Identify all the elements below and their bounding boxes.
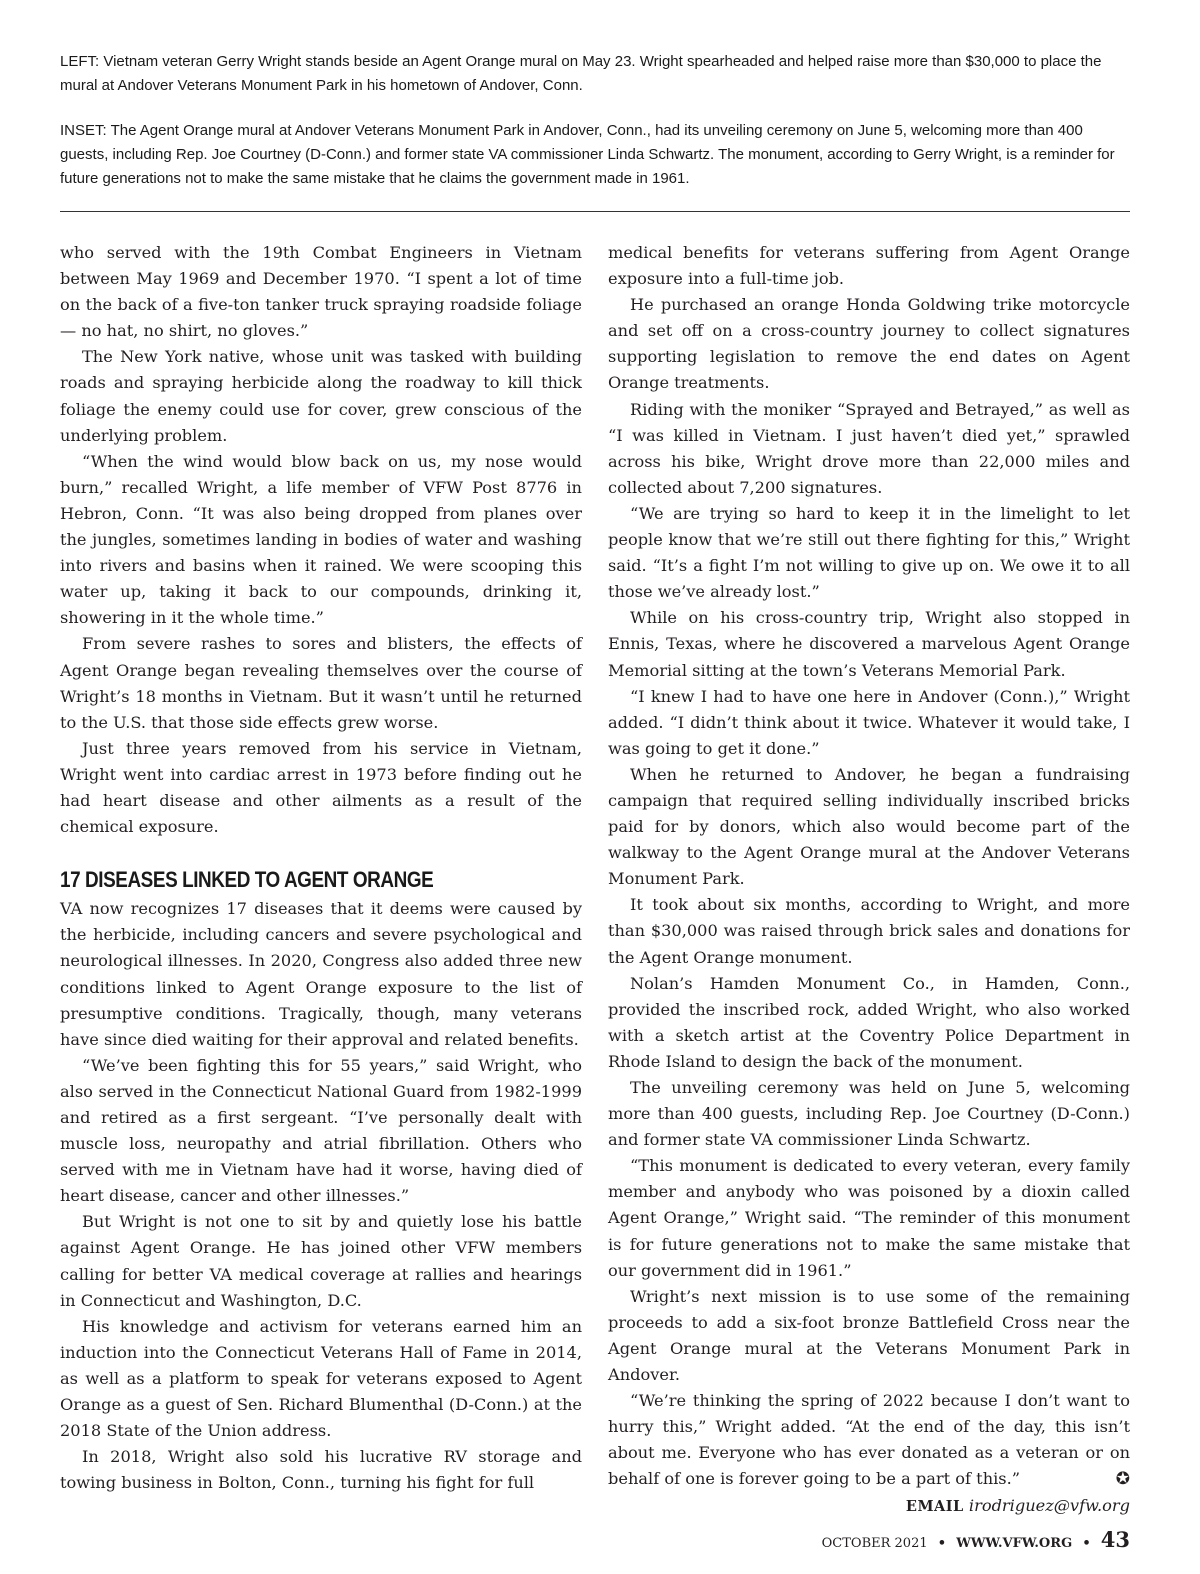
paragraph: While on his cross-country trip, Wright also stopped in Ennis, Texas, where he discovered a marvelous Agent Orange Memorial sitting at the town’s Veterans Memorial Park. — [608, 608, 1130, 680]
paragraph: From severe rashes to sores and blisters, the effects of Agent Orange began revealing themselves over the course of Wright’s 18 months in Vietnam. But it wasn’t until he returned to the U.S. that those side effects grew worse. — [60, 634, 582, 732]
page-footer — [822, 1527, 1130, 1552]
paragraph: Riding with the moniker “Sprayed and Betrayed,” as well as “I was killed in Vietnam. I just haven’t died yet,” sprawled across his bike, Wright drove more than 22,000 miles and collected about 7,200 signatures. — [608, 399, 1130, 497]
section-subhead: 17 DISEASES LINKED TO AGENT ORANGE — [60, 867, 434, 893]
paragraph: In 2018, Wright also sold his lucrative RV storage and towing business in Bolton, Conn., turning his fight for full — [60, 1447, 582, 1493]
paragraph: medical benefits for veterans suffering from Agent Orange exposure into a full-time job. — [608, 243, 1130, 289]
article-column-right — [608, 240, 1130, 1520]
paragraph: He purchased an orange Honda Goldwing trike motorcycle and set off on a cross-country journey to collect signatures supporting legislation to remove the end dates on Agent Orange treatments. — [608, 295, 1130, 393]
paragraph: “We’ve been fighting this for 55 years,” said Wright, who also served in the Connecticut National Guard from 1982-1999 and retired as a first sergeant. “I’ve personally dealt with muscle loss, neuropathy and atrial fibrillation. Others who served with me in Vietnam have had it worse, having died of heart disease, cancer and other illnesses.” — [60, 1055, 582, 1206]
last-paragraph-text: “We’re thinking the spring of 2022 because I don’t want to hurry this,” Wright added. “At the end of the day, this isn’t about me. Everyone who has ever donated as a veteran or on behalf of one is forever going to be a part of this.” — [608, 1391, 1130, 1489]
paragraph: “When the wind would blow back on us, my nose would burn,” recalled Wright, a life member of VFW Post 8776 in Hebron, Conn. “It was also being dropped from planes over the jungles, sometimes landing in bodies of water and washing into rivers and basins when it rained. We were scooping this water up, taking it back to our compounds, drinking it, showering in it the whole time.” — [60, 451, 582, 628]
caption-left: LEFT: Vietnam veteran Gerry Wright stands beside an Agent Orange mural on May 23. Wright spearheaded and helped raise more than $30,000 to place the mural at Andover Veterans Monument Park in his hometown of Andover, Conn. — [60, 53, 1102, 94]
paragraph: It took about six months, according to Wright, and more than $30,000 was raised through brick sales and donations for the Agent Orange monument. — [608, 895, 1130, 967]
caption-inset: INSET: The Agent Orange mural at Andover Veterans Monument Park in Andover, Conn., had its unveiling ceremony on June 5, welcoming more than 400 guests, including Rep. Joe Courtney (D-Conn.) and former state VA commissioner Linda Schwartz. The monument, according to Gerry Wright, is a reminder for future generations not to make the same mistake that he claims the government made in 1961. — [60, 122, 1115, 187]
paragraph: The New York native, whose unit was tasked with building roads and spraying herbicide along the roadway to kill thick foliage the enemy could use for cover, grew conscious of the underlying problem. — [60, 347, 582, 445]
paragraph: “This monument is dedicated to every veteran, every family member and anybody who was poisoned by a dioxin called Agent Orange,” Wright said. “The reminder of this monument is for future generations not to make the same mistake that our government did in 1961.” — [608, 1156, 1130, 1280]
end-mark-icon: ✪ — [1115, 1469, 1130, 1490]
footer-separator: • — [1082, 1536, 1091, 1551]
paragraph-last — [608, 1388, 1130, 1492]
paragraph: Just three years removed from his service in Vietnam, Wright went into cardiac arrest in 1973 before finding out he had heart disease and other ailments as a result of the chemical exposure. — [60, 738, 582, 837]
issue-date: OCTOBER 2021 — [821, 1536, 928, 1551]
paragraph: Nolan’s Hamden Monument Co., in Hamden, Conn., provided the inscribed rock, added Wright, who also worked with a sketch artist at the Coventry Police Department in Rhode Island to design the back of the monument. — [608, 973, 1130, 1071]
paragraph: The unveiling ceremony was held on June 5, welcoming more than 400 guests, including Rep. Joe Courtney (D-Conn.) and former state VA commissioner Linda Schwartz. — [608, 1078, 1130, 1150]
paragraph: VA now recognizes 17 diseases that it deems were caused by the herbicide, including cancers and severe psychological and neurological illnesses. In 2020, Congress also added three new conditions linked to Agent Orange exposure to the list of presumptive conditions. Tragically, though, many veterans have since died waiting for their approval and related benefits. — [60, 899, 582, 1049]
email-label: EMAIL — [905, 1497, 964, 1515]
paragraph: who served with the 19th Combat Engineers in Vietnam between May 1969 and December 1970. “I spent a lot of time on the back of a five-ton tanker truck spraying roadside foliage — no hat, no shirt, no gloves.” — [60, 243, 582, 341]
footer-separator: • — [937, 1536, 947, 1551]
author-email — [608, 1493, 1130, 1520]
paragraph: When he returned to Andover, he began a fundraising campaign that required selling individually inscribed bricks paid for by donors, which also would become part of the walkway to the Agent Orange mural at the Andover Veterans Monument Park. — [608, 764, 1130, 889]
caption-divider — [60, 211, 1130, 212]
paragraph: “We are trying so hard to keep it in the limelight to let people know that we’re still out there fighting for this,” Wright said. “It’s a fight I’m not willing to give up on. We owe it to all those we’ve already lost.” — [608, 503, 1130, 602]
page-number: 43 — [1100, 1527, 1130, 1552]
photo-captions — [60, 50, 1130, 212]
email-link[interactable]: irodriguez@vfw.org — [968, 1495, 1130, 1515]
paragraph: His knowledge and activism for veterans earned him an induction into the Connecticut Veterans Hall of Fame in 2014, as well as a platform to speak for veterans exposed to Agent Orange as a guest of Sen. Richard Blumenthal (D-Conn.) at the 2018 State of the Union address. — [60, 1316, 582, 1441]
website-link[interactable]: WWW.VFW.ORG — [956, 1536, 1073, 1551]
article-column-left — [60, 240, 582, 1496]
paragraph: Wright’s next mission is to use some of the remaining proceeds to add a six-foot bronze Battlefield Cross near the Agent Orange mural at the Veterans Monument Park in Andover. — [608, 1286, 1130, 1385]
paragraph: “I knew I had to have one here in Andover (Conn.),” Wright added. “I didn’t think about it twice. Whatever it would take, I was going to get it done.” — [608, 686, 1130, 758]
paragraph: But Wright is not one to sit by and quietly lose his battle against Agent Orange. He has joined other VFW members calling for better VA medical coverage at rallies and hearings in Connecticut and Washington, D.C. — [60, 1212, 582, 1310]
